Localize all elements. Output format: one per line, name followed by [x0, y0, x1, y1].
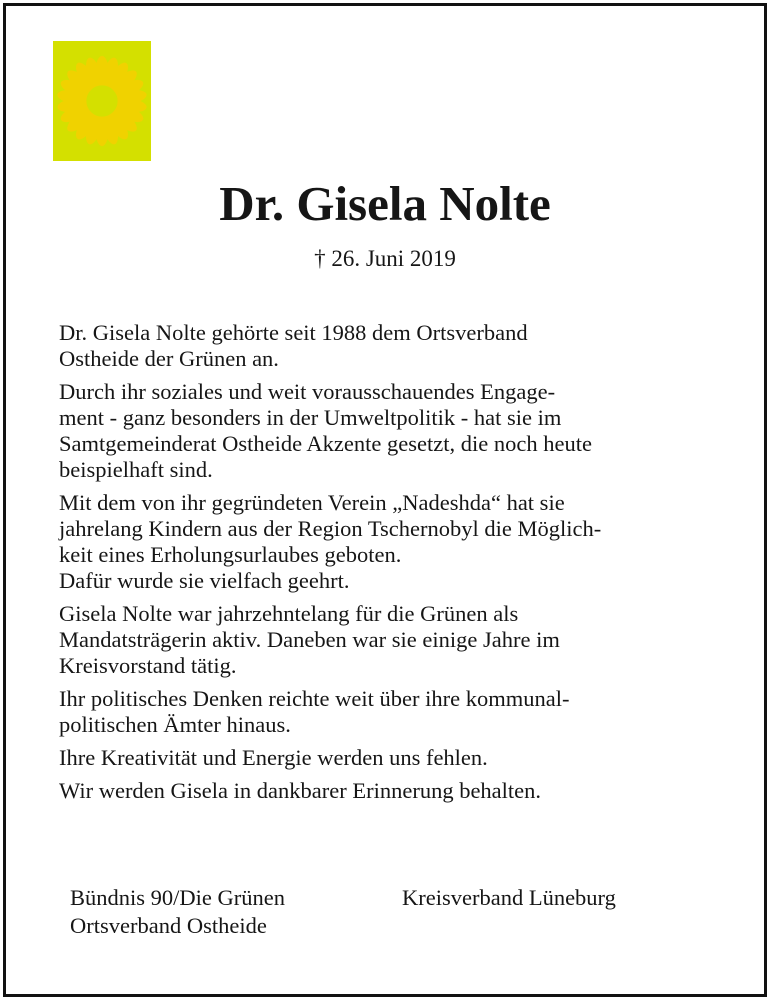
- sunflower-icon: [56, 55, 148, 147]
- paragraph-remembrance: [59, 778, 719, 804]
- text-line: Mandatsträgerin aktiv. Daneben war sie einige Jahre im: [59, 627, 560, 652]
- signature-line: Ortsverband Ostheide: [70, 913, 267, 938]
- paragraph-politics: [59, 686, 719, 738]
- text-line: politischen Ämter hinaus.: [59, 712, 291, 737]
- text-line: jahrelang Kindern aus der Region Tschernobyl die Möglich-: [59, 516, 602, 541]
- text-line: Dafür wurde sie vielfach geehrt.: [59, 568, 350, 593]
- text-line: Ihre Kreativität und Energie werden uns fehlen.: [59, 745, 488, 770]
- text-line: Mit dem von ihr gegründeten Verein „Nadeshda“ hat sie: [59, 490, 565, 515]
- obituary-text: [59, 320, 719, 811]
- text-line: ment - ganz besonders in der Umweltpolitik - hat sie im: [59, 405, 562, 430]
- text-line: Dr. Gisela Nolte gehörte seit 1988 dem Ortsverband: [59, 320, 528, 345]
- text-line: Ihr politisches Denken reichte weit über ihre kommunal-: [59, 686, 570, 711]
- signature-district-chapter: [402, 884, 616, 912]
- paragraph-engagement: [59, 379, 719, 483]
- text-line: Gisela Nolte war jahrzehntelang für die Grünen als: [59, 601, 519, 626]
- death-date: † 26. Juni 2019: [314, 246, 456, 271]
- party-logo: [53, 41, 151, 161]
- deceased-name: Dr. Gisela Nolte: [219, 176, 551, 231]
- text-line: keit eines Erholungsurlaubes geboten.: [59, 542, 402, 567]
- obituary-notice: [3, 3, 767, 997]
- paragraph-membership: [59, 320, 719, 372]
- signature-line: Bündnis 90/Die Grünen: [70, 885, 285, 910]
- text-line: Samtgemeinderat Ostheide Akzente gesetzt, die noch heute: [59, 431, 592, 456]
- text-line: Wir werden Gisela in dankbarer Erinnerung behalten.: [59, 778, 542, 803]
- paragraph-creativity: [59, 745, 719, 771]
- paragraph-nadeshda: [59, 490, 719, 594]
- text-line: Ostheide der Grünen an.: [59, 346, 279, 371]
- paragraph-mandate: [59, 601, 719, 679]
- text-line: Kreisvorstand tätig.: [59, 653, 237, 678]
- text-line: Durch ihr soziales und weit vorausschauendes Engage-: [59, 379, 556, 404]
- signature-local-chapter: [70, 884, 285, 940]
- text-line: beispielhaft sind.: [59, 457, 213, 482]
- signature-line: Kreisverband Lüneburg: [402, 885, 616, 910]
